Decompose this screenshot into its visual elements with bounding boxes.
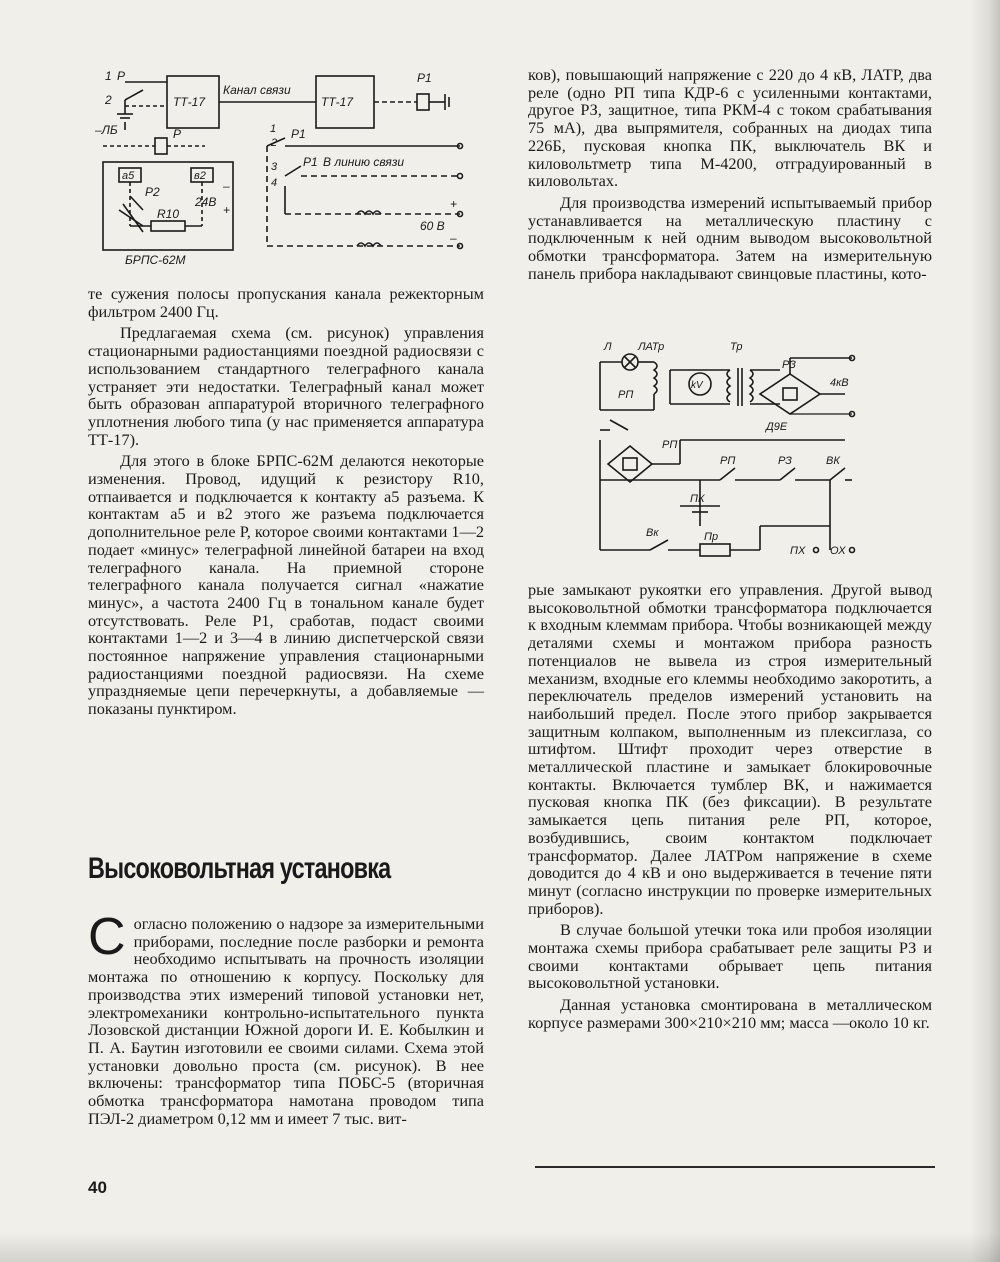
fig1-tt17-right: ТТ-17 (321, 95, 354, 109)
fig2-kv: kV (691, 380, 703, 391)
fig1-p1-top: Р1 (417, 71, 432, 85)
fig1-label-1: 1 (105, 69, 112, 83)
fig2-ox: ОХ (830, 545, 846, 557)
paragraph: В случае большой утечки тока или пробоя изоляции монтажа схемы прибора срабатывает реле защиты РЗ и своими контактами обрывает цепь питания высоковольтной установки. (528, 920, 932, 993)
fig1-channel-label: Канал связи (223, 83, 291, 97)
fig1-label-2: 2 (105, 93, 112, 107)
fig1-tt17-left: ТТ-17 (173, 95, 206, 109)
fig1-n3: 3 (271, 161, 278, 173)
fig1-r10: R10 (157, 207, 180, 221)
fig1-24v: 24В (195, 195, 217, 209)
fig1-brps: БРПС-62М (125, 253, 186, 267)
right-column-bottom (528, 581, 932, 1032)
fig1-60v: 60 В (420, 219, 445, 233)
paragraph: Для производства измерений испытываемый прибор устанавливается на металлическую пластину с подключенным к ней одним выводом высоковольтной обмотки трансформатора. Затем на измерительную панель прибора накладывают свинцовые пластины, кото- (528, 192, 932, 283)
article-heading: Высоковольтная установка (88, 852, 391, 885)
fig2-rp2: РП (662, 439, 678, 451)
fig1-p1-a: Р1 (291, 127, 306, 141)
fig1-v2: в2 (194, 170, 206, 182)
fig1-to-line: В линию связи (323, 155, 405, 169)
page-number: 40 (88, 1178, 107, 1197)
fig2-rz: РЗ (782, 359, 796, 371)
fig1-lb-label: –ЛБ (95, 123, 118, 137)
fig1-p2: Р2 (145, 185, 160, 199)
control-circuit-diagram (95, 66, 470, 271)
fig2-tr: Тр (730, 341, 743, 353)
fig1-p1-b: Р1 (303, 155, 318, 169)
fig2-4kv: 4кВ (830, 377, 849, 389)
paragraph: рые замыкают рукоятки его управления. Другой вывод высоковольтной обмотки трансформатора подключается к входным клеммам прибора. Чтобы возникающей между деталями схемы и монтажом прибора разность потенциалов не вывела из строя измерительный механизм, входные его клеммы необходимо закоротить, а переключатель пределов измерений установить на наибольший предел. После этого прибор закрывается защитным колпаком, выполненным из плексиглаза, со штифтом. Штифт проходит через отверстие в металлической пластине и замыкает блокировочные контакты. Включается тумблер ВК, и нажимается пусковая кнопка ПК (без фиксации). В результате замыкается цепь питания реле РП, которое, возбудившись, своим контактом подключает трансформатор. Далее ЛАТРом напряжение в схеме доводится до 4 кВ и оно выдерживается в течение пяти минут (согласно инструкции по проверке измерительных приборов). (528, 580, 932, 918)
high-voltage-circuit-diagram (590, 340, 875, 562)
fig1-minus-2: – (450, 231, 457, 245)
fig1-minus-1: – (223, 179, 230, 193)
fig2-rz2: РЗ (778, 455, 792, 467)
fig2-d9e: Д9Е (766, 421, 788, 433)
fig2-px: ПХ (790, 545, 806, 557)
fig1-n2b: 2 (271, 137, 278, 149)
bottom-shadow (0, 1232, 1000, 1262)
fig2-rp3: РП (720, 455, 736, 467)
fig1-relay-p: Р (173, 127, 182, 141)
end-rule (535, 1166, 935, 1168)
paragraph-text: огласно положению о надзоре за измерительными приборами, последние после разборки и ремонта необходимо испытывать на прочность изоляции монтажа по отношению к корпусу. Поскольку для производства этих измерений типовой установки нет, электромеханики контрольно-испытательного пункта Лозовской дистанции Южной дороги И. Е. Кобылкин и П. А. Баутин изготовили ее своими силами. Схема этой установки довольно проста (см. рисунок). В нее включены: трансформатор типа ПОБС-5 (вторичная обмотка трансформатора намотана проводом типа ПЭЛ-2 диаметром 0,12 мм и имеет 7 тыс. вит- (88, 914, 484, 1128)
fig2-l: Л (604, 341, 612, 353)
right-column-top (528, 66, 932, 282)
paragraph: те сужения полосы пропускания канала режекторным фильтром 2400 Гц. (88, 284, 484, 321)
fig2-pr: Пр (704, 531, 719, 543)
fig1-label-p: Р (117, 69, 126, 83)
fig2-rp1: РП (618, 389, 634, 401)
fig1-plus-2: + (450, 197, 458, 211)
page-edge-shadow (970, 0, 1000, 1262)
fig2-vk-contact: ВК (826, 455, 840, 467)
fig1-n1b: 1 (270, 123, 277, 135)
paragraph: Предлагаемая схема (см. рисунок) управления стационарными радиостанциями поездной радиосвязи с использованием стандартного телеграфного канала устраняет эти недостатки. Телеграфный канал может быть образован аппаратурой вторичного телеграфного уплотнения любого типа (у нас применяется аппаратура ТТ-17). (88, 323, 484, 449)
fig2-latr: ЛАТр (638, 341, 665, 353)
fig1-a5: а5 (122, 170, 135, 182)
fig1-n4: 4 (271, 177, 278, 189)
drop-cap: С (88, 908, 126, 966)
left-column-bottom (88, 908, 484, 1128)
paragraph (88, 908, 484, 1128)
paragraph: Данная установка смонтирована в металлическом корпусе размерами 300×210×210 мм; масса —около 10 кг. (528, 995, 932, 1032)
paragraph: ков), повышающий напряжение с 220 до 4 кВ, ЛАТР, два реле (одно РП типа КДР-6 с усиленными контактами, другое РЗ, защитное, типа РКМ-4 с током срабатывания 75 мА), два выпрямителя, собранных на диодах типа 226Б, пусковая кнопка ПК, выключатель ВК и киловольтметр типа М-4200, отградуированный в киловольтах. (528, 65, 932, 191)
left-column-top (88, 285, 484, 718)
paragraph: Для этого в блоке БРПС-62М делаются некоторые изменения. Провод, идущий к резистору R10, отпаивается и подключается к контакту а5 разъема. К контактам а5 и в2 этого же разъема подключается дополнительное реле Р, которое своими контактами 1—2 подает «минус» телеграфной линейной батареи на вход телеграфного канала. На приемной стороне телеграфного канала получается сигнал «нажатие минус», а частота 2400 Гц в тональном канале будет отсутствовать. Реле Р1, сработав, подаст своими контактами 1—2 и 3—4 в линию диспетчерской связи постоянное напряжение управления стационарными радиостанциями поездной радиосвязи. На схеме упраздняемые цепи перечеркнуты, а добавляемые — показаны пунктиром. (88, 451, 484, 719)
fig1-plus-1: + (223, 203, 231, 217)
fig2-pk: ПК (690, 493, 705, 505)
fig2-bk: Вк (646, 527, 659, 539)
